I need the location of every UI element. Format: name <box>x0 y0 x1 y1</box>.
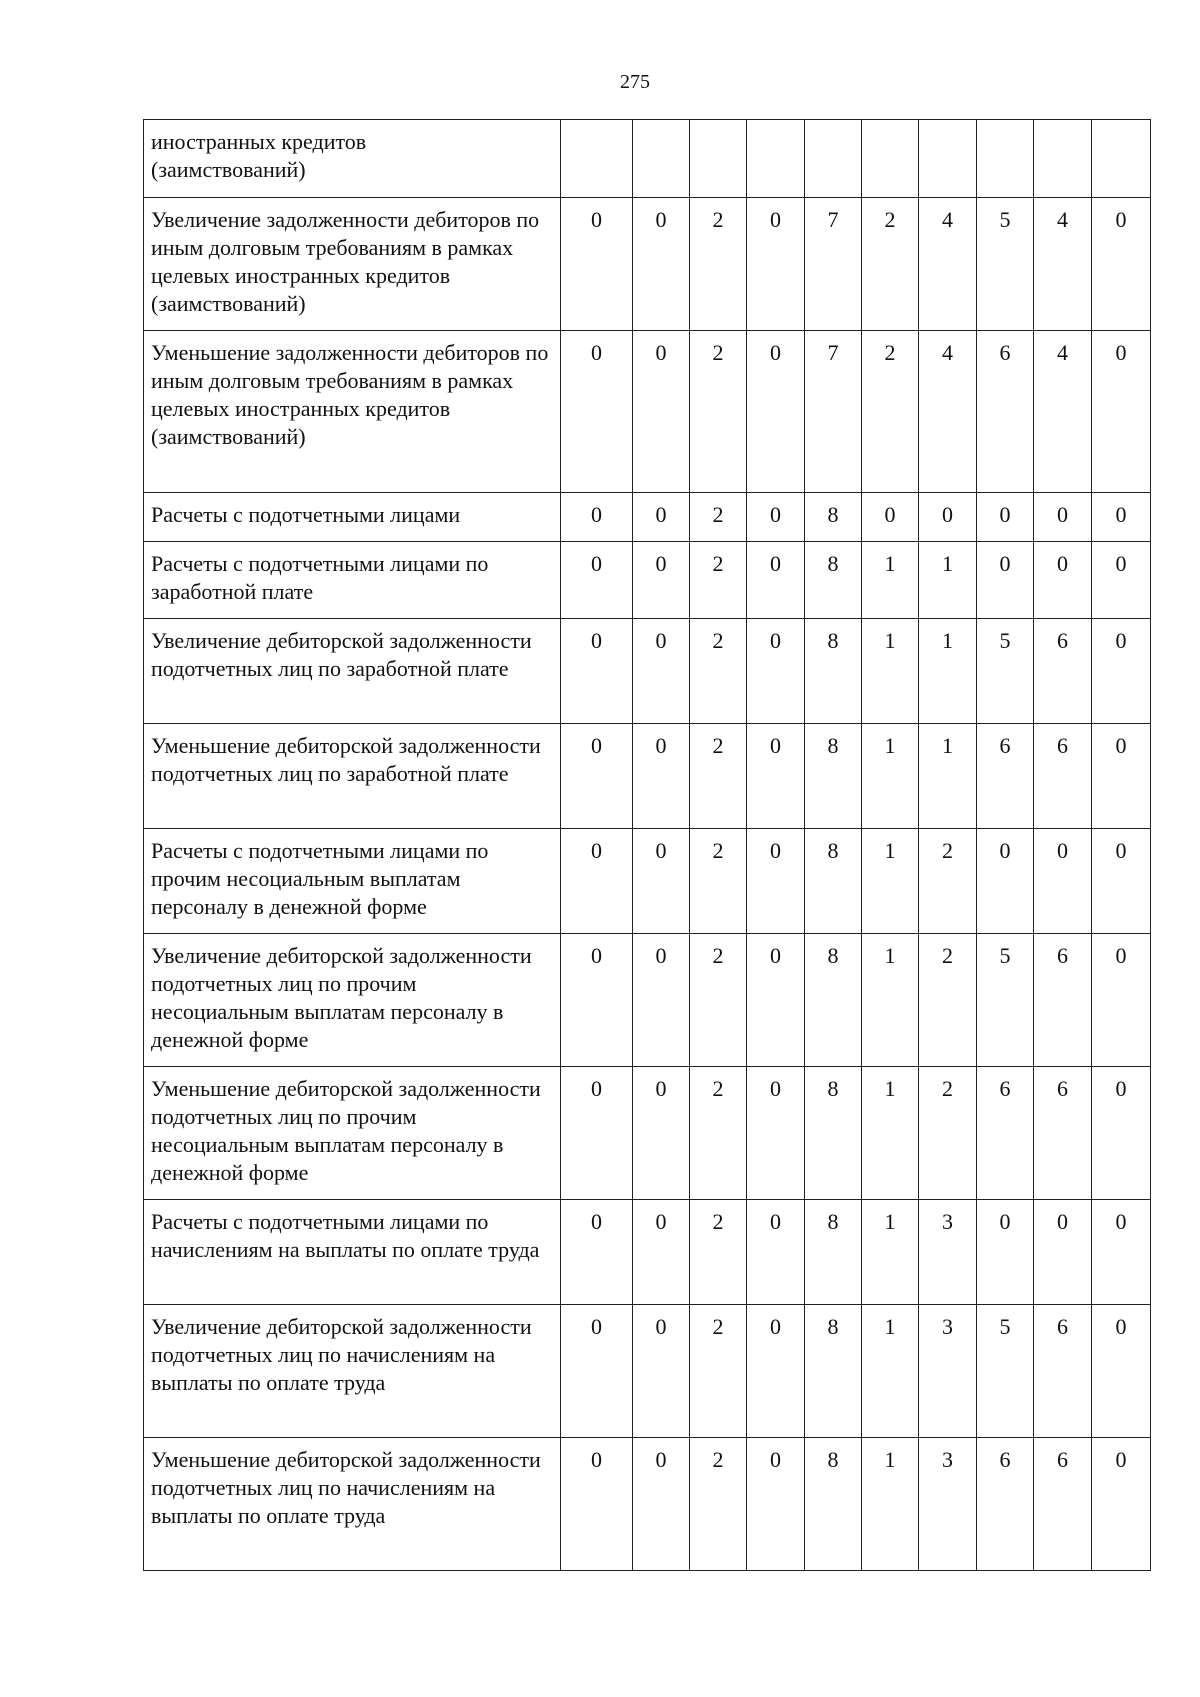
code-digit-cell <box>805 120 862 198</box>
code-digit-cell: 6 <box>1034 1305 1092 1438</box>
code-digit-cell: 0 <box>633 1305 690 1438</box>
code-digit-cell: 0 <box>633 542 690 619</box>
code-digit-cell: 8 <box>805 1305 862 1438</box>
account-name-cell: Увеличение дебиторской задолженности подотчетных лиц по прочим несоциальным выплатам персоналу в денежной форме <box>144 934 561 1067</box>
table-row <box>144 724 1151 829</box>
code-digit-cell: 0 <box>747 1438 805 1571</box>
code-digit-cell: 2 <box>919 1067 977 1200</box>
code-digit-cell <box>690 120 747 198</box>
code-digit-cell: 0 <box>561 542 633 619</box>
code-digit-cell: 7 <box>805 331 862 493</box>
code-digit-cell: 2 <box>690 1200 747 1305</box>
code-digit-cell: 0 <box>561 1305 633 1438</box>
code-digit-cell: 1 <box>862 724 919 829</box>
code-digit-cell: 2 <box>690 1305 747 1438</box>
code-digit-cell: 8 <box>805 493 862 542</box>
code-digit-cell: 0 <box>1034 1200 1092 1305</box>
code-digit-cell <box>977 120 1034 198</box>
code-digit-cell <box>862 120 919 198</box>
code-digit-cell: 1 <box>862 1305 919 1438</box>
table-row <box>144 198 1151 331</box>
code-digit-cell: 7 <box>805 198 862 331</box>
code-digit-cell: 0 <box>633 934 690 1067</box>
code-digit-cell: 2 <box>690 1067 747 1200</box>
table-row <box>144 1200 1151 1305</box>
code-digit-cell: 6 <box>977 331 1034 493</box>
code-digit-cell: 6 <box>977 1067 1034 1200</box>
code-digit-cell: 0 <box>1092 619 1151 724</box>
code-digit-cell: 0 <box>747 493 805 542</box>
code-digit-cell: 6 <box>1034 1067 1092 1200</box>
code-digit-cell: 0 <box>977 1200 1034 1305</box>
code-digit-cell: 0 <box>977 542 1034 619</box>
account-name-cell: иностранных кредитов (заимствований) <box>144 120 561 198</box>
code-digit-cell: 1 <box>862 934 919 1067</box>
code-digit-cell: 0 <box>561 198 633 331</box>
code-digit-cell: 8 <box>805 829 862 934</box>
code-digit-cell: 0 <box>561 1200 633 1305</box>
code-digit-cell: 6 <box>1034 934 1092 1067</box>
code-digit-cell: 0 <box>1092 198 1151 331</box>
code-digit-cell: 0 <box>747 1200 805 1305</box>
code-digit-cell: 0 <box>747 542 805 619</box>
code-digit-cell: 0 <box>1034 542 1092 619</box>
code-digit-cell: 1 <box>862 542 919 619</box>
table-row <box>144 542 1151 619</box>
code-digit-cell: 6 <box>977 724 1034 829</box>
account-name-cell: Расчеты с подотчетными лицами по заработной плате <box>144 542 561 619</box>
code-digit-cell: 2 <box>690 724 747 829</box>
code-digit-cell: 8 <box>805 724 862 829</box>
code-digit-cell: 0 <box>747 331 805 493</box>
code-digit-cell <box>1034 120 1092 198</box>
code-digit-cell: 8 <box>805 934 862 1067</box>
code-digit-cell: 3 <box>919 1438 977 1571</box>
account-name-cell: Уменьшение дебиторской задолженности подотчетных лиц по начислениям на выплаты по оплате труда <box>144 1438 561 1571</box>
code-digit-cell: 0 <box>561 829 633 934</box>
code-digit-cell: 0 <box>747 1067 805 1200</box>
code-digit-cell: 2 <box>690 934 747 1067</box>
code-digit-cell: 5 <box>977 1305 1034 1438</box>
code-digit-cell: 6 <box>1034 1438 1092 1571</box>
code-digit-cell: 0 <box>561 934 633 1067</box>
code-digit-cell: 2 <box>919 829 977 934</box>
code-digit-cell: 2 <box>690 619 747 724</box>
code-digit-cell: 0 <box>747 198 805 331</box>
code-digit-cell: 0 <box>633 493 690 542</box>
code-digit-cell: 1 <box>862 1200 919 1305</box>
code-digit-cell: 2 <box>690 829 747 934</box>
account-name-cell: Увеличение дебиторской задолженности подотчетных лиц по начислениям на выплаты по оплате труда <box>144 1305 561 1438</box>
code-digit-cell: 5 <box>977 934 1034 1067</box>
table-row <box>144 1438 1151 1571</box>
code-digit-cell: 4 <box>919 331 977 493</box>
table-body <box>144 120 1151 1571</box>
code-digit-cell: 1 <box>919 619 977 724</box>
code-digit-cell: 0 <box>1034 493 1092 542</box>
code-digit-cell: 0 <box>633 1200 690 1305</box>
code-digit-cell: 0 <box>747 724 805 829</box>
code-digit-cell: 0 <box>633 331 690 493</box>
code-digit-cell: 1 <box>862 1438 919 1571</box>
code-digit-cell: 3 <box>919 1200 977 1305</box>
code-digit-cell: 0 <box>747 1305 805 1438</box>
account-name-cell: Расчеты с подотчетными лицами по прочим несоциальным выплатам персоналу в денежной форме <box>144 829 561 934</box>
code-digit-cell: 5 <box>977 619 1034 724</box>
code-digit-cell: 2 <box>690 493 747 542</box>
code-digit-cell <box>633 120 690 198</box>
table-row <box>144 493 1151 542</box>
code-digit-cell: 8 <box>805 1067 862 1200</box>
code-digit-cell: 2 <box>919 934 977 1067</box>
code-digit-cell: 0 <box>633 198 690 331</box>
code-digit-cell: 0 <box>633 619 690 724</box>
code-digit-cell: 0 <box>919 493 977 542</box>
code-digit-cell: 0 <box>1092 1200 1151 1305</box>
table-row <box>144 331 1151 493</box>
table-row <box>144 934 1151 1067</box>
code-digit-cell: 0 <box>1092 493 1151 542</box>
code-digit-cell: 8 <box>805 619 862 724</box>
code-digit-cell: 1 <box>862 619 919 724</box>
code-digit-cell: 0 <box>1092 934 1151 1067</box>
account-name-cell: Расчеты с подотчетными лицами по начислениям на выплаты по оплате труда <box>144 1200 561 1305</box>
code-digit-cell: 2 <box>862 331 919 493</box>
code-digit-cell: 5 <box>977 198 1034 331</box>
code-digit-cell: 0 <box>977 493 1034 542</box>
table-row <box>144 619 1151 724</box>
account-name-cell: Увеличение задолженности дебиторов по иным долговым требованиям в рамках целевых иностранных кредитов (заимствований) <box>144 198 561 331</box>
code-digit-cell: 0 <box>862 493 919 542</box>
code-digit-cell: 0 <box>1092 1305 1151 1438</box>
account-name-cell: Расчеты с подотчетными лицами <box>144 493 561 542</box>
code-digit-cell: 8 <box>805 1438 862 1571</box>
code-digit-cell: 2 <box>690 198 747 331</box>
code-digit-cell: 0 <box>633 1438 690 1571</box>
code-digit-cell: 2 <box>862 198 919 331</box>
code-digit-cell: 0 <box>633 724 690 829</box>
code-digit-cell: 0 <box>1092 542 1151 619</box>
code-digit-cell: 0 <box>747 829 805 934</box>
code-digit-cell: 0 <box>1092 1067 1151 1200</box>
code-digit-cell: 1 <box>919 542 977 619</box>
account-name-cell: Уменьшение задолженности дебиторов по иным долговым требованиям в рамках целевых иностранных кредитов (заимствований) <box>144 331 561 493</box>
table-row <box>144 120 1151 198</box>
code-digit-cell <box>561 120 633 198</box>
code-digit-cell: 0 <box>1092 724 1151 829</box>
code-digit-cell: 1 <box>862 1067 919 1200</box>
code-digit-cell: 0 <box>747 934 805 1067</box>
code-digit-cell: 0 <box>561 724 633 829</box>
code-digit-cell: 6 <box>977 1438 1034 1571</box>
code-digit-cell: 0 <box>1092 331 1151 493</box>
code-digit-cell <box>1092 120 1151 198</box>
code-digit-cell: 0 <box>633 829 690 934</box>
code-digit-cell: 0 <box>1092 1438 1151 1571</box>
code-digit-cell: 0 <box>561 493 633 542</box>
code-digit-cell: 4 <box>1034 331 1092 493</box>
code-digit-cell <box>747 120 805 198</box>
accounts-table <box>143 119 1151 1571</box>
code-digit-cell: 2 <box>690 1438 747 1571</box>
code-digit-cell: 2 <box>690 331 747 493</box>
code-digit-cell: 3 <box>919 1305 977 1438</box>
account-name-cell: Увеличение дебиторской задолженности подотчетных лиц по заработной плате <box>144 619 561 724</box>
account-name-cell: Уменьшение дебиторской задолженности подотчетных лиц по заработной плате <box>144 724 561 829</box>
code-digit-cell: 1 <box>862 829 919 934</box>
code-digit-cell: 8 <box>805 1200 862 1305</box>
code-digit-cell: 0 <box>1034 829 1092 934</box>
code-digit-cell: 1 <box>919 724 977 829</box>
code-digit-cell: 0 <box>977 829 1034 934</box>
account-name-cell: Уменьшение дебиторской задолженности подотчетных лиц по прочим несоциальным выплатам персоналу в денежной форме <box>144 1067 561 1200</box>
code-digit-cell: 0 <box>1092 829 1151 934</box>
code-digit-cell: 0 <box>633 1067 690 1200</box>
code-digit-cell <box>919 120 977 198</box>
code-digit-cell: 2 <box>690 542 747 619</box>
code-digit-cell: 0 <box>561 1438 633 1571</box>
code-digit-cell: 0 <box>561 1067 633 1200</box>
code-digit-cell: 0 <box>561 331 633 493</box>
table-row <box>144 1067 1151 1200</box>
code-digit-cell: 6 <box>1034 619 1092 724</box>
table-row <box>144 829 1151 934</box>
code-digit-cell: 0 <box>561 619 633 724</box>
table-row <box>144 1305 1151 1438</box>
code-digit-cell: 0 <box>747 619 805 724</box>
code-digit-cell: 6 <box>1034 724 1092 829</box>
page-number: 275 <box>620 71 650 93</box>
code-digit-cell: 4 <box>1034 198 1092 331</box>
code-digit-cell: 8 <box>805 542 862 619</box>
code-digit-cell: 4 <box>919 198 977 331</box>
